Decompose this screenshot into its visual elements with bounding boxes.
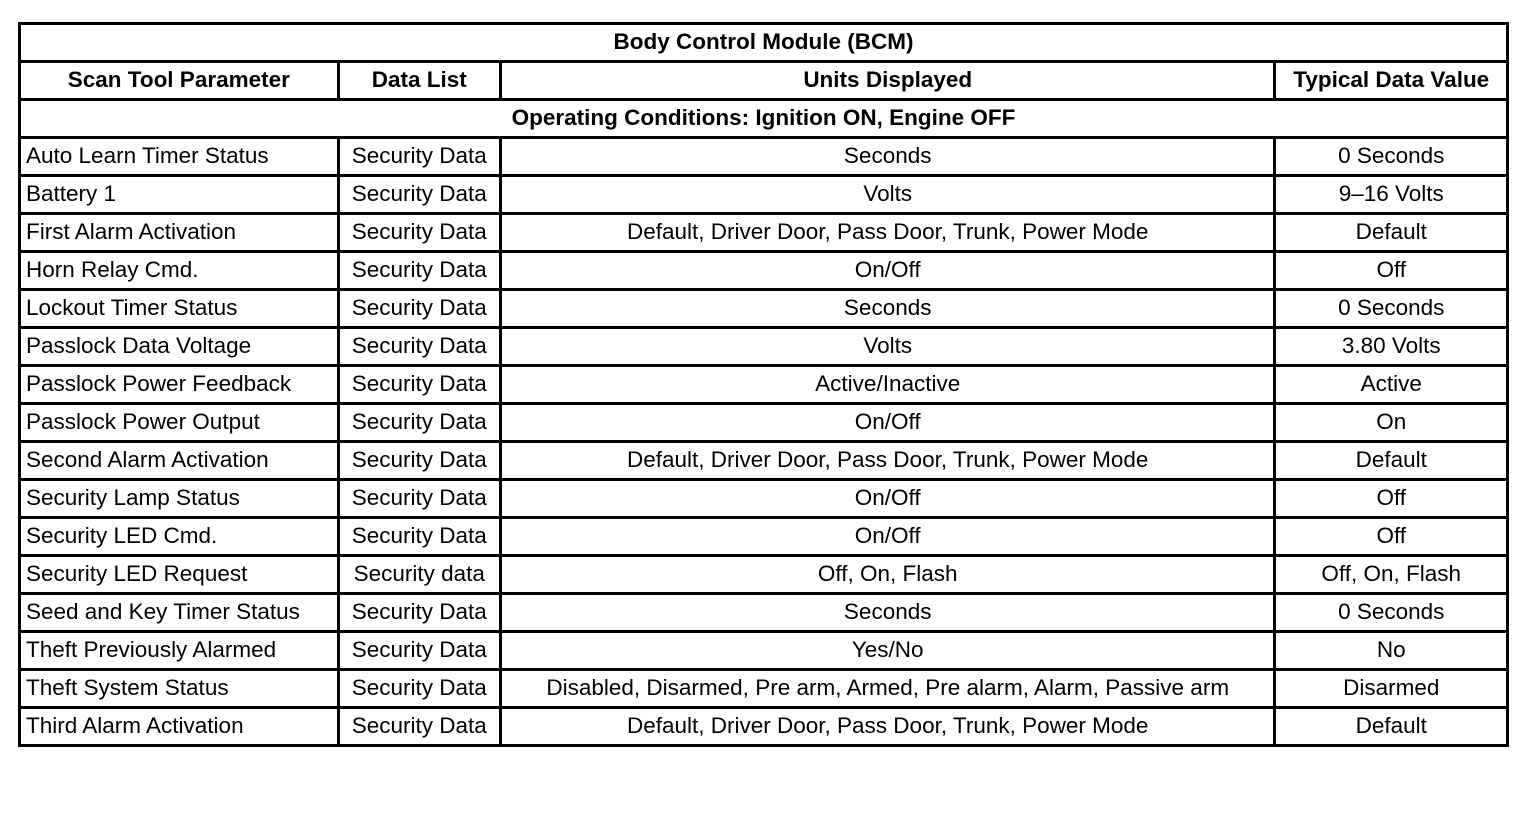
cell-typical-data-value: Default — [1275, 214, 1508, 252]
header-data-list: Data List — [338, 62, 500, 100]
cell-scan-tool-parameter: First Alarm Activation — [20, 214, 339, 252]
table-row — [20, 480, 1508, 518]
cell-units-displayed: Volts — [500, 328, 1275, 366]
cell-scan-tool-parameter: Passlock Data Voltage — [20, 328, 339, 366]
cell-data-list: Security Data — [338, 176, 500, 214]
table-row — [20, 632, 1508, 670]
cell-scan-tool-parameter: Lockout Timer Status — [20, 290, 339, 328]
table-row — [20, 670, 1508, 708]
cell-scan-tool-parameter: Horn Relay Cmd. — [20, 252, 339, 290]
header-typical-data-value: Typical Data Value — [1275, 62, 1508, 100]
cell-scan-tool-parameter: Theft System Status — [20, 670, 339, 708]
cell-scan-tool-parameter: Security LED Cmd. — [20, 518, 339, 556]
table-body — [20, 138, 1508, 746]
table-row — [20, 290, 1508, 328]
title-row — [20, 24, 1508, 62]
cell-units-displayed: On/Off — [500, 480, 1275, 518]
cell-data-list: Security Data — [338, 670, 500, 708]
cell-data-list: Security Data — [338, 518, 500, 556]
header-scan-tool-parameter: Scan Tool Parameter — [20, 62, 339, 100]
cell-data-list: Security Data — [338, 366, 500, 404]
cell-units-displayed: On/Off — [500, 518, 1275, 556]
cell-scan-tool-parameter: Third Alarm Activation — [20, 708, 339, 746]
cell-scan-tool-parameter: Theft Previously Alarmed — [20, 632, 339, 670]
cell-scan-tool-parameter: Auto Learn Timer Status — [20, 138, 339, 176]
cell-scan-tool-parameter: Security Lamp Status — [20, 480, 339, 518]
cell-typical-data-value: Disarmed — [1275, 670, 1508, 708]
cell-typical-data-value: Off, On, Flash — [1275, 556, 1508, 594]
cell-data-list: Security data — [338, 556, 500, 594]
cell-units-displayed: Seconds — [500, 594, 1275, 632]
cell-data-list: Security Data — [338, 708, 500, 746]
table-row — [20, 404, 1508, 442]
table-row — [20, 556, 1508, 594]
cell-units-displayed: Default, Driver Door, Pass Door, Trunk, Power Mode — [500, 708, 1275, 746]
cell-units-displayed: Off, On, Flash — [500, 556, 1275, 594]
cell-typical-data-value: No — [1275, 632, 1508, 670]
cell-units-displayed: On/Off — [500, 252, 1275, 290]
cell-scan-tool-parameter: Passlock Power Output — [20, 404, 339, 442]
cell-data-list: Security Data — [338, 138, 500, 176]
cell-typical-data-value: 0 Seconds — [1275, 290, 1508, 328]
table-row — [20, 138, 1508, 176]
cell-typical-data-value: Off — [1275, 480, 1508, 518]
cell-data-list: Security Data — [338, 442, 500, 480]
cell-typical-data-value: 0 Seconds — [1275, 138, 1508, 176]
header-units-displayed: Units Displayed — [500, 62, 1275, 100]
cell-scan-tool-parameter: Security LED Request — [20, 556, 339, 594]
operating-conditions: Operating Conditions: Ignition ON, Engine OFF — [20, 100, 1508, 138]
table-row — [20, 518, 1508, 556]
table-title: Body Control Module (BCM) — [20, 24, 1508, 62]
table-row — [20, 214, 1508, 252]
table-row — [20, 328, 1508, 366]
cell-typical-data-value: 3.80 Volts — [1275, 328, 1508, 366]
cell-data-list: Security Data — [338, 328, 500, 366]
cell-typical-data-value: On — [1275, 404, 1508, 442]
cell-typical-data-value: Active — [1275, 366, 1508, 404]
table-row — [20, 594, 1508, 632]
table-row — [20, 176, 1508, 214]
cell-units-displayed: Active/Inactive — [500, 366, 1275, 404]
cell-data-list: Security Data — [338, 404, 500, 442]
cell-data-list: Security Data — [338, 594, 500, 632]
cell-scan-tool-parameter: Seed and Key Timer Status — [20, 594, 339, 632]
cell-typical-data-value: Default — [1275, 708, 1508, 746]
cell-units-displayed: Seconds — [500, 290, 1275, 328]
bcm-data-table — [18, 22, 1509, 747]
table-row — [20, 252, 1508, 290]
table-row — [20, 708, 1508, 746]
cell-scan-tool-parameter: Battery 1 — [20, 176, 339, 214]
cell-units-displayed: Seconds — [500, 138, 1275, 176]
cell-units-displayed: Yes/No — [500, 632, 1275, 670]
conditions-row — [20, 100, 1508, 138]
cell-typical-data-value: 9–16 Volts — [1275, 176, 1508, 214]
cell-data-list: Security Data — [338, 290, 500, 328]
cell-units-displayed: Default, Driver Door, Pass Door, Trunk, Power Mode — [500, 214, 1275, 252]
cell-typical-data-value: Off — [1275, 518, 1508, 556]
cell-units-displayed: On/Off — [500, 404, 1275, 442]
cell-scan-tool-parameter: Second Alarm Activation — [20, 442, 339, 480]
cell-typical-data-value: Off — [1275, 252, 1508, 290]
table-row — [20, 442, 1508, 480]
cell-units-displayed: Volts — [500, 176, 1275, 214]
cell-data-list: Security Data — [338, 252, 500, 290]
cell-typical-data-value: 0 Seconds — [1275, 594, 1508, 632]
header-row — [20, 62, 1508, 100]
cell-units-displayed: Disabled, Disarmed, Pre arm, Armed, Pre alarm, Alarm, Passive arm — [500, 670, 1275, 708]
cell-scan-tool-parameter: Passlock Power Feedback — [20, 366, 339, 404]
cell-typical-data-value: Default — [1275, 442, 1508, 480]
cell-data-list: Security Data — [338, 480, 500, 518]
cell-units-displayed: Default, Driver Door, Pass Door, Trunk, Power Mode — [500, 442, 1275, 480]
cell-data-list: Security Data — [338, 214, 500, 252]
table-row — [20, 366, 1508, 404]
cell-data-list: Security Data — [338, 632, 500, 670]
